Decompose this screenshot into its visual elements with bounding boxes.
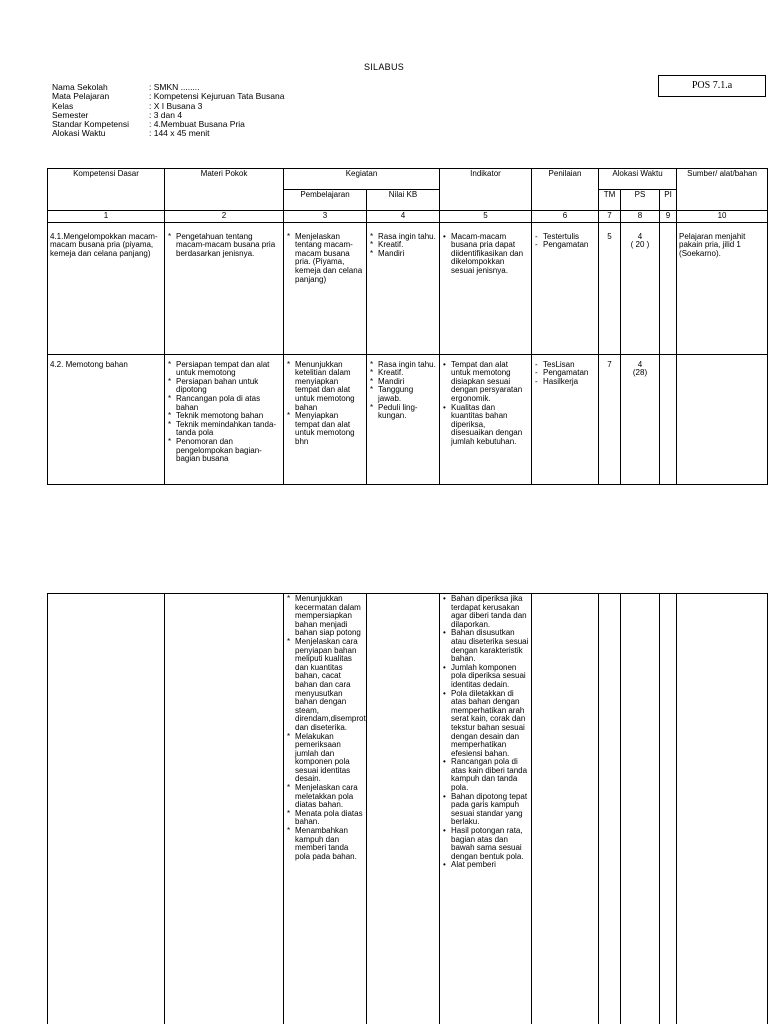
- list-item: * Menata pola diatas bahan.: [286, 810, 364, 827]
- column-number: 4: [367, 211, 440, 223]
- indikator-list: [442, 595, 529, 870]
- header-nilai-kb: Nilai KB: [367, 190, 440, 211]
- list-item: • Pola diletakkan di atas bahan dengan memperhatikan arah serat kain, corak dan tekstur bahan sesuai dengan desain dan memperhatikan efesiensi bahan.: [442, 690, 529, 759]
- list-item: * Kreatif.: [369, 241, 437, 250]
- list-item: - Testertulis: [534, 233, 596, 242]
- list-item: * Mandiri: [369, 378, 437, 387]
- list-item: * Menjelaskan tentang macam-macam busana pria. (Piyama, kemeja dan celana panjang): [286, 233, 364, 285]
- nilai-cell: [367, 594, 440, 1024]
- header-alokasi: Alokasi Waktu: [599, 169, 677, 190]
- list-item: * Tanggung jawab.: [369, 386, 437, 403]
- header-ps: PS: [621, 190, 660, 211]
- header-materi: Materi Pokok: [165, 169, 284, 211]
- table-row: [48, 222, 768, 354]
- meta-value: : X I Busana 3: [149, 100, 203, 111]
- header-indikator: Indikator: [440, 169, 532, 211]
- penilaian-list: [534, 361, 596, 387]
- column-number: 2: [165, 211, 284, 223]
- indikator-list: [442, 361, 529, 447]
- pembelajaran-list: [286, 361, 364, 447]
- meta-value: : Kompetensi Kejuruan Tata Busana: [149, 91, 285, 102]
- meta-info: [52, 83, 284, 139]
- header-tm: TM: [599, 190, 621, 211]
- list-item: - Pengamatan: [534, 369, 596, 378]
- list-item: * Persiapan tempat dan alat untuk memotong: [167, 361, 281, 378]
- list-item: • Kualitas dan kuantitas bahan diperiksa, disesuaikan dengan jumlah kebutuhan.: [442, 404, 529, 447]
- list-item: * Menjelaskan cara penyiapan bahan meliputi kualitas dan kuantitas bahan, cacat bahan dan cara menyusutkan bahan dengan steam, direndam,disemprot dan diseterika.: [286, 638, 364, 733]
- sumber-cell: [677, 354, 768, 484]
- list-item: * Menunjukkan kecermatan dalam mempersiapkan bahan menjadi bahan siap potong: [286, 595, 364, 638]
- ps-cell: 4 ( 20 ): [621, 222, 660, 354]
- list-item: • Rancangan pola di atas kain diberi tanda kampuh dan tanda pola.: [442, 758, 529, 792]
- document-title: SILABUS: [363, 62, 405, 72]
- list-item: • Jumlah komponen pola diperiksa sesuai identitas dedain.: [442, 664, 529, 690]
- sumber-cell: [677, 594, 768, 1024]
- header-sumber: Sumber/ alat/bahan: [677, 169, 768, 211]
- meta-value: : 4.Membuat Busana Pria: [149, 119, 245, 130]
- pembelajaran-list: [286, 595, 364, 861]
- kompetensi-cell: 4.2. Memotong bahan: [48, 354, 165, 484]
- list-item: * Menyiapkan tempat dan alat untuk memotong bhn: [286, 412, 364, 446]
- pi-cell: [660, 354, 677, 484]
- tm-cell: [599, 594, 621, 1024]
- list-item: • Hasil potongan rata, bagian atas dan bawah sama sesuai dengan bentuk pola.: [442, 827, 529, 861]
- list-item: * Penomoran dan pengelompokan bagian-bagian busana: [167, 438, 281, 464]
- tm-cell: 7: [599, 354, 621, 484]
- list-item: - Hasilkerja: [534, 378, 596, 387]
- meta-row-time: [52, 129, 284, 138]
- materi-list: [167, 233, 281, 259]
- column-number-row: [48, 211, 768, 223]
- meta-value: : 3 dan 4: [149, 109, 183, 120]
- table-row: [48, 594, 768, 1024]
- list-item: • Bahan disusutkan atau diseterika sesuai dengan karakteristik bahan.: [442, 629, 529, 663]
- header-pi: PI: [660, 190, 677, 211]
- ps-cell: [621, 594, 660, 1024]
- header-kompetensi: Kompetensi Dasar: [48, 169, 165, 211]
- pi-cell: [660, 594, 677, 1024]
- pembelajaran-list: [286, 233, 364, 285]
- meta-label: Alokasi Waktu: [52, 128, 106, 139]
- pi-cell: [660, 222, 677, 354]
- column-number: 9: [660, 211, 677, 223]
- meta-label: Standar Kompetensi: [52, 119, 130, 130]
- list-item: * Rancangan pola di atas bahan: [167, 395, 281, 412]
- list-item: * Mandiri: [369, 250, 437, 259]
- list-item: * Melakukan pemeriksaan jumlah dan komponen pola sesuai identitas desain.: [286, 733, 364, 785]
- kompetensi-cell: [48, 594, 165, 1024]
- header-pembelajaran: Pembelajaran: [284, 190, 367, 211]
- column-number: 6: [532, 211, 599, 223]
- meta-label: Semester: [52, 109, 89, 120]
- list-item: * Rasa ingin tahu.: [369, 233, 437, 242]
- meta-label: Mata Pelajaran: [52, 91, 110, 102]
- document-code-box: POS 7.1.a: [658, 75, 766, 97]
- list-item: • Bahan diperiksa jika terdapat kerusakan agar diberi tanda dan dilaporkan.: [442, 595, 529, 629]
- sumber-cell: Pelajaran menjahit pakain pria, jilid 1 (Soekarno).: [677, 222, 768, 354]
- meta-label: Kelas: [52, 100, 74, 111]
- column-number: 7: [599, 211, 621, 223]
- column-number: 10: [677, 211, 768, 223]
- column-number: 8: [621, 211, 660, 223]
- materi-list: [167, 361, 281, 464]
- indikator-list: [442, 233, 529, 276]
- list-item: * Teknik memindahkan tanda-tanda pola: [167, 421, 281, 438]
- list-item: * Menjelaskan cara meletakkan pola diatas bahan.: [286, 784, 364, 810]
- meta-value: : 144 x 45 menit: [149, 128, 210, 139]
- header-kegiatan: Kegiatan: [284, 169, 440, 190]
- ps-cell: 4 (28): [621, 354, 660, 484]
- list-item: • Tempat dan alat untuk memotong disiapkan sesuai dengan persyaratan ergonomik.: [442, 361, 529, 404]
- list-item: * Menambahkan kampuh dan memberi tanda pola pada bahan.: [286, 827, 364, 861]
- list-item: * Menunjukkan ketelitian dalam menyiapkan tempat dan alat untuk memotong bahan: [286, 361, 364, 413]
- continuation-table: [47, 593, 768, 1024]
- list-item: * Pengetahuan tentang macam-macam busana pria berdasarkan jenisnya.: [167, 233, 281, 259]
- syllabus-table: [47, 168, 768, 485]
- list-item: * Teknik memotong bahan: [167, 412, 281, 421]
- column-number: 1: [48, 211, 165, 223]
- penilaian-list: [534, 233, 596, 250]
- table-row: [48, 354, 768, 484]
- list-item: * Kreatif.: [369, 369, 437, 378]
- nilai-list: [369, 361, 437, 421]
- nilai-list: [369, 233, 437, 259]
- column-number: 5: [440, 211, 532, 223]
- materi-cell: [165, 594, 284, 1024]
- penilaian-cell: [532, 594, 599, 1024]
- list-item: - Pengamatan: [534, 241, 596, 250]
- tm-cell: 5: [599, 222, 621, 354]
- meta-label: Nama Sekolah: [52, 82, 108, 92]
- kompetensi-cell: 4.1.Mengelompokkan macam-macam busana pria (piyama, kemeja dan celana panjang): [48, 222, 165, 354]
- list-item: • Macam-macam busana pria dapat diidentifikasikan dan dikelompokkan sesuai jenisnya.: [442, 233, 529, 276]
- header-penilaian: Penilaian: [532, 169, 599, 211]
- list-item: * Peduli ling-kungan.: [369, 404, 437, 421]
- list-item: • Alat pemberi: [442, 861, 529, 870]
- continuation-table-wrapper: [47, 593, 768, 1024]
- list-item: - TesLisan: [534, 361, 596, 370]
- list-item: * Persiapan bahan untuk dipotong: [167, 378, 281, 395]
- meta-value: : SMKN ........: [149, 82, 200, 92]
- list-item: • Bahan dipotong tepat pada garis kampuh sesuai standar yang berlaku.: [442, 793, 529, 827]
- column-number: 3: [284, 211, 367, 223]
- list-item: * Rasa ingin tahu.: [369, 361, 437, 370]
